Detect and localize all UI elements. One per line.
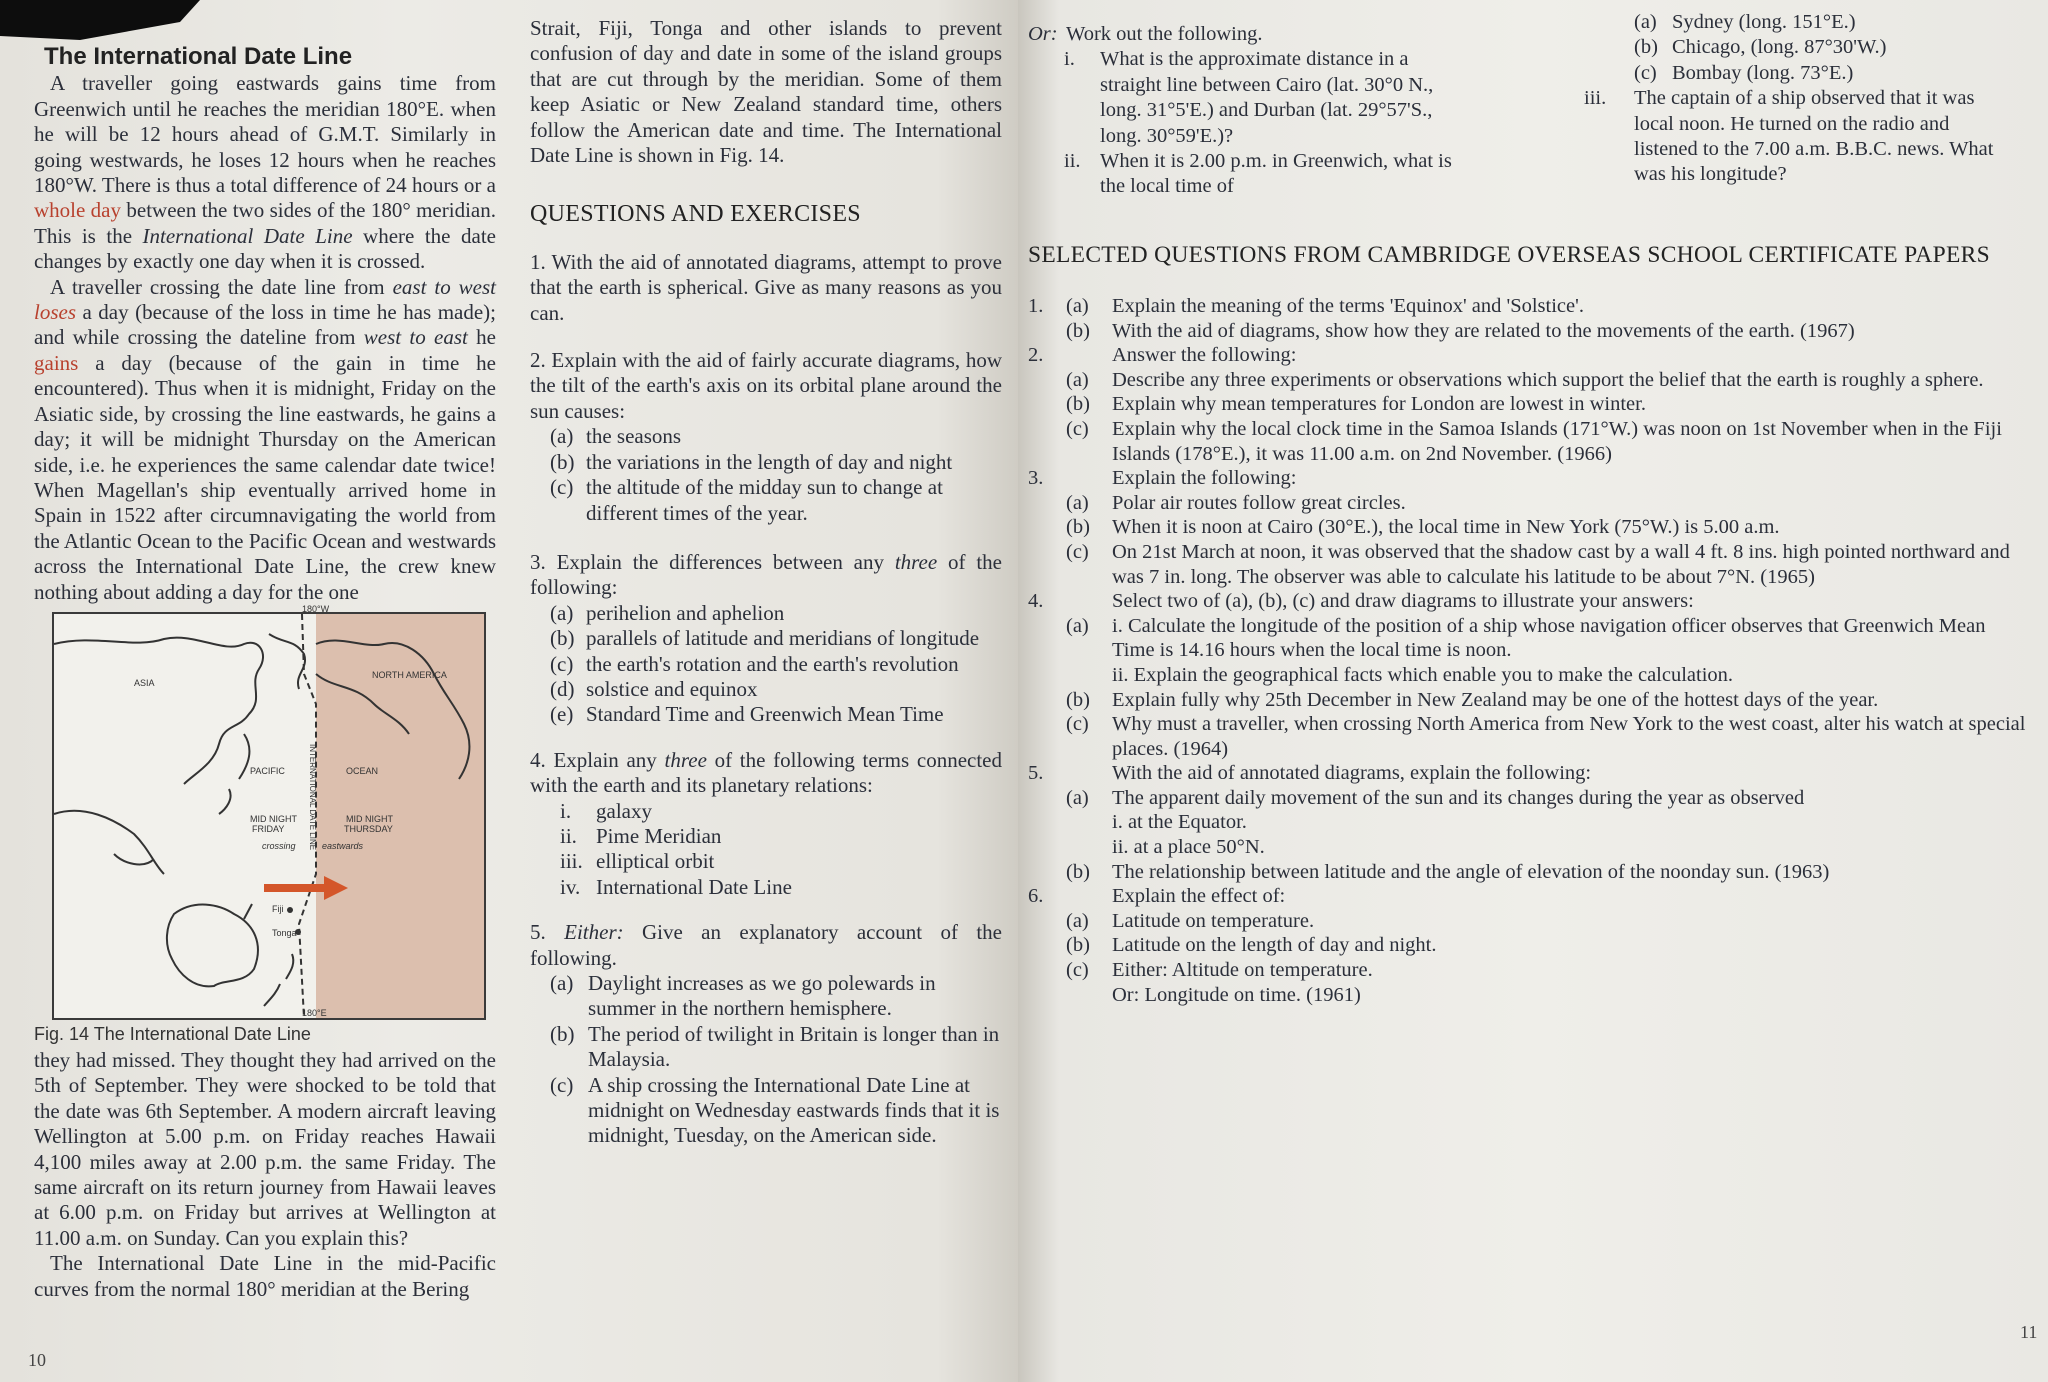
item-text: the earth's rotation and the earth's revolution: [586, 651, 959, 676]
text-segment: of the following terms connected with the earth and its planetary relations:: [530, 747, 1002, 798]
question-text: Answer the following:: [1112, 344, 1297, 367]
question-part: [1066, 884, 1112, 909]
selected-question-row: [1028, 909, 2028, 934]
question-part: (a): [1066, 295, 1089, 317]
item-label: (c): [1634, 61, 1657, 84]
question-number: 1.: [1028, 295, 1044, 317]
italic-text: Either:: [564, 920, 624, 945]
list-item: [550, 702, 1002, 727]
question-text: With the aid of diagrams, show how they are related to the movements of the earth. (1967): [1112, 319, 1855, 342]
question-number: 3.: [1028, 467, 1044, 490]
question-3-items: [530, 601, 1002, 728]
city-list: [1584, 10, 2004, 86]
selected-questions-list: [1028, 294, 2028, 1007]
question-text: Explain the meaning of the terms 'Equinox' and 'Solstice'.: [1112, 295, 1584, 317]
selected-question-row: [1028, 294, 2028, 319]
item-label: iii.: [560, 849, 583, 874]
item-text: When it is 2.00 p.m. in Greenwich, what is the local time of: [1100, 150, 1452, 198]
question-1: 1. With the aid of annotated diagrams, attempt to prove that the earth is spherical. Give as many reasons as you can.: [530, 249, 1002, 325]
question-text: Polar air routes follow great circles.: [1112, 491, 1406, 514]
selected-question-row: [1028, 860, 2028, 885]
selected-question-row: [1028, 810, 2028, 835]
text-segment: he: [467, 325, 496, 350]
question-number: [1028, 392, 1066, 417]
question-number: [1028, 933, 1066, 958]
asia-coastline: [54, 638, 263, 784]
question-part: (b): [1066, 516, 1090, 539]
or-item-3-label: iii.: [1584, 87, 1607, 110]
paragraph-1: [34, 71, 496, 274]
question-part: (b): [1066, 860, 1090, 883]
question-text: i. Calculate the longitude of the position of a ship whose navigation officer observes that Greenwich Mean Time is 14.16 hours when the local time is noon.: [1112, 614, 1986, 662]
fiji-dot: [287, 907, 293, 913]
item-text: elliptical orbit: [596, 849, 715, 874]
question-text: When it is noon at Cairo (30°E.), the local time in New York (75°W.) is 5.00 a.m.: [1112, 516, 1780, 539]
item-label: (a): [1634, 11, 1657, 33]
or-intro: Work out the following.: [1066, 23, 1263, 45]
item-text: galaxy: [596, 798, 652, 823]
list-item: [560, 849, 1002, 874]
list-item: [550, 1022, 1002, 1073]
left-column-1-bottom: [34, 1048, 496, 1302]
question-part: [1066, 663, 1112, 688]
italic-text: three: [664, 747, 707, 772]
item-text: Bombay (long. 73°E.): [1672, 61, 1854, 84]
question-text: Latitude on the length of day and night.: [1112, 934, 1437, 957]
or-item-3: [1584, 86, 2004, 188]
italic-text: International Date Line: [142, 223, 353, 248]
question-3-intro: [530, 550, 1002, 601]
question-part: (a): [1066, 368, 1089, 391]
item-label: (b): [550, 449, 575, 474]
text-segment: a day (because of the gain in time he encountered). Thus when it is midnight, Friday on the Asiatic side, by crossing the line eastwards, he gains a day; it will be midnight Thursday on the American side, i.e. he experiences the same calendar date twice! When Magellan's ship eventually arrived home in Spain in 1522 after circumnavigating the world from the Atlantic Ocean to the Pacific Ocean and westwards across the International Date Line, the crew knew nothing about adding a day for the one: [34, 350, 496, 604]
question-number: [1028, 491, 1066, 516]
question-number: [1028, 515, 1066, 540]
question-number: [1028, 860, 1066, 885]
question-5-intro: [530, 920, 1002, 971]
italic-text: west to east: [363, 325, 468, 350]
question-2-intro: 2. Explain with the aid of fairly accurate diagrams, how the tilt of the earth's axis on its orbital plane around the sun causes:: [530, 348, 1002, 423]
question-text: Latitude on temperature.: [1112, 909, 1315, 932]
left-column-1: [34, 44, 496, 605]
question-text: Explain the effect of:: [1112, 885, 1286, 908]
question-text: Describe any three experiments or observations which support the belief that the earth is roughly a sphere.: [1112, 368, 1984, 391]
question-number: [1028, 688, 1066, 713]
item-text: Pime Meridian: [596, 823, 722, 848]
question-text: Why must a traveller, when crossing North America from New York to the west coast, alter his watch at special places. (1964): [1112, 713, 2026, 760]
selected-question-row: [1028, 761, 2028, 786]
question-part: [1066, 589, 1112, 614]
paragraph-col2: Strait, Fiji, Tonga and other islands to prevent confusion of day and date in some of the island groups that are cut through by the meridian. Some of them keep Asiatic or New Zealand standard time, others follow the American date and time. The International Date Line is shown in Fig. 14.: [530, 16, 1002, 168]
question-number: [1028, 958, 1066, 983]
question-part: (a): [1066, 614, 1089, 637]
item-label: (c): [550, 651, 574, 676]
question-part: [1066, 835, 1112, 860]
list-item: [550, 424, 1002, 449]
dark-corner: [0, 0, 200, 40]
list-item: [560, 824, 1002, 849]
question-5-items: [530, 971, 1002, 1149]
question-part: [1066, 810, 1112, 835]
text-segment: A traveller crossing the date line from: [50, 274, 393, 299]
text-segment: A traveller going eastwards gains time from Greenwich until he reaches the meridian 180°E. when he will be 12 hours ahead of G.M.T. Similarly in going westwards, he loses 12 hours when he reaches 180°W. There is thus a total difference of 24 hours or a: [34, 71, 496, 198]
question-text: The apparent daily movement of the sun and its changes during the year as observed: [1112, 786, 1805, 809]
selected-question-row: [1028, 540, 2028, 589]
question-text: i. at the Equator.: [1112, 811, 1247, 834]
text-segment: between the two sides of the 180° meridian. This is the: [34, 198, 496, 248]
question-number: [1028, 368, 1066, 393]
selected-question-row: [1028, 343, 2028, 368]
item-label: (d): [550, 676, 575, 701]
question-number: 2.: [1028, 344, 1044, 367]
list-item: [550, 1073, 1002, 1149]
item-text: Sydney (long. 151°E.): [1672, 11, 1856, 33]
selected-question-row: [1028, 392, 2028, 417]
item-text: the seasons: [586, 424, 682, 449]
japan-islands: [219, 734, 249, 814]
list-item: [1634, 61, 2004, 86]
question-part: [1066, 983, 1112, 1008]
item-label: ii.: [1064, 150, 1081, 173]
question-text: Explain fully why 25th December in New Zealand may be one of the hottest days of the year.: [1112, 688, 1879, 711]
paragraph-3: they had missed. They thought they had arrived on the 5th of September. They were shocked to be told that the date was 6th September. A modern aircraft leaving Wellington at 5.00 p.m. on Friday reaches Hawaii 4,100 miles away at 2.00 p.m. the same Friday. The same aircraft on its return journey from Hawaii leaves at 6.00 p.m. on Friday but arrives at Wellington at 11.00 a.m. on Sunday. Can you explain this?: [34, 1048, 496, 1250]
map-svg: [54, 604, 484, 1018]
selected-question-row: [1028, 368, 2028, 393]
label-eastwards: eastwards: [322, 841, 364, 851]
selected-question-row: [1028, 884, 2028, 909]
highlight-text: whole day: [34, 198, 122, 223]
selected-question-row: [1028, 491, 2028, 516]
selected-question-row: [1028, 663, 2028, 688]
item-label: (a): [550, 971, 574, 995]
section-heading: The International Date Line: [44, 43, 353, 70]
item-text: What is the approximate distance in a straight line between Cairo (lat. 30°0 N., long. 31°5'E.) and Durban (lat. 29°57'S., long. 30°59'E.)?: [1100, 48, 1434, 147]
left-page: [0, 0, 1018, 1382]
selected-question-row: [1028, 688, 2028, 713]
question-part: (b): [1066, 688, 1090, 711]
item-text: Daylight increases as we go polewards in summer in the northern hemisphere.: [588, 971, 936, 1021]
selected-question-row: [1028, 466, 2028, 491]
item-text: parallels of latitude and meridians of longitude: [586, 626, 980, 651]
list-item: [550, 475, 1002, 526]
selected-question-row: [1028, 712, 2028, 761]
question-text: Either: Altitude on temperature.: [1112, 959, 1373, 982]
item-text: Standard Time and Greenwich Mean Time: [586, 702, 944, 727]
selected-question-row: [1028, 983, 2028, 1008]
item-text: solstice and equinox: [586, 676, 758, 701]
list-item: [1634, 35, 2004, 60]
left-column-2: [530, 16, 1002, 1149]
label-fiji: Fiji: [272, 904, 284, 914]
or-block-right: [1584, 10, 2004, 188]
question-text: With the aid of annotated diagrams, explain the following:: [1112, 762, 1592, 785]
highlight-text: loses: [34, 300, 76, 325]
question-text: Or: Longitude on time. (1961): [1112, 983, 1361, 1006]
cape-york: [244, 904, 252, 919]
item-label: (c): [550, 1072, 574, 1097]
question-number: [1028, 835, 1066, 860]
question-number: 5.: [1028, 762, 1044, 785]
question-part: (c): [1066, 713, 1089, 736]
italic-text: three: [894, 549, 938, 574]
question-number: [1028, 319, 1066, 344]
label-date-line: INTERNATIONAL DATE LINE: [308, 744, 317, 851]
question-number: [1028, 663, 1066, 688]
list-item: [550, 450, 1002, 475]
question-text: ii. Explain the geographical facts which enable you to make the calculation.: [1112, 663, 1734, 686]
right-page: [1018, 0, 2048, 1382]
text-segment: a day (because of the loss in time he has made); and while crossing the dateline from: [34, 300, 496, 350]
selected-question-row: [1028, 319, 2028, 344]
item-label: (b): [550, 626, 575, 651]
list-item: [550, 677, 1002, 702]
paragraph-4: The International Date Line in the mid-Pacific curves from the normal 180° meridian at the Bering: [34, 1251, 496, 1301]
question-number: [1028, 417, 1066, 466]
or-items: [1028, 47, 1468, 199]
question-number: [1028, 810, 1066, 835]
page-number-left: 10: [28, 1350, 46, 1370]
kamchatka-coast: [269, 634, 305, 689]
question-part: [1066, 761, 1112, 786]
question-number: [1028, 712, 1066, 761]
item-label: (b): [550, 1021, 575, 1046]
question-text: The relationship between latitude and the angle of elevation of the noonday sun. (1963): [1112, 860, 1830, 883]
label-pacific: PACIFIC: [250, 766, 285, 776]
question-number: [1028, 540, 1066, 589]
selected-question-row: [1028, 786, 2028, 811]
question-number: [1028, 786, 1066, 811]
question-text: Select two of (a), (b), (c) and draw diagrams to illustrate your answers:: [1112, 590, 1694, 613]
list-item: [1064, 47, 1468, 149]
question-part: (a): [1066, 909, 1089, 932]
selected-question-row: [1028, 933, 2028, 958]
question-number: [1028, 909, 1066, 934]
question-part: (a): [1066, 491, 1089, 514]
question-number: 4.: [1028, 590, 1044, 613]
text-segment: 5.: [530, 920, 565, 945]
question-4-intro: [530, 748, 1002, 799]
label-ocean: OCEAN: [346, 766, 379, 776]
italic-text: east to west: [392, 274, 496, 299]
label-north-america: NORTH AMERICA: [372, 670, 447, 680]
question-text: On 21st March at noon, it was observed that the shadow cast by a wall 4 ft. 8 ins. high pointed northward and was 7 in. long. The observer was able to calculate his latitude to be about 7°N. (1965): [1112, 540, 2010, 588]
label-180w: 180°W: [302, 604, 330, 614]
question-number: [1028, 983, 1066, 1008]
list-item: [550, 652, 1002, 677]
paragraph-2: [34, 275, 496, 605]
label-tonga: Tonga: [272, 928, 297, 938]
selected-question-row: [1028, 589, 2028, 614]
question-part: (b): [1066, 934, 1090, 957]
label-asia: ASIA: [134, 678, 155, 688]
or-block: [1028, 22, 1468, 200]
item-text: Chicago, (long. 87°30'W.): [1672, 36, 1887, 59]
item-label: i.: [560, 798, 572, 823]
text-segment: 3. Explain the differences between any: [530, 549, 895, 574]
item-label: iv.: [560, 874, 581, 899]
list-item: [1064, 149, 1468, 200]
question-part: (c): [1066, 959, 1089, 982]
page-number-right: 11: [2020, 1322, 2038, 1342]
item-text: perihelion and aphelion: [586, 600, 785, 625]
southeast-asia-coast: [54, 811, 164, 874]
item-text: The period of twilight in Britain is longer than in Malaysia.: [588, 1021, 1000, 1072]
label-midnight-friday-1: MID NIGHT: [250, 814, 297, 824]
item-text: the altitude of the midday sun to change at different times of the year.: [586, 475, 943, 525]
selected-heading: SELECTED QUESTIONS FROM CAMBRIDGE OVERSEAS SCHOOL CERTIFICATE PAPERS: [1028, 242, 1990, 268]
label-midnight-friday-2: FRIDAY: [252, 824, 285, 834]
item-label: (e): [550, 702, 574, 727]
question-part: (c): [1066, 540, 1089, 563]
list-item: [550, 971, 1002, 1022]
item-label: (a): [550, 424, 574, 449]
question-text: Explain why mean temperatures for London are lowest in winter.: [1112, 393, 1646, 416]
question-2-items: [530, 424, 1002, 526]
item-label: (b): [1634, 36, 1658, 59]
label-midnight-thursday-2: THURSDAY: [344, 824, 393, 834]
question-part: (c): [1066, 417, 1089, 440]
question-text: ii. at a place 50°N.: [1112, 836, 1265, 859]
label-180e: 180°E: [302, 1008, 327, 1018]
question-4-items: [530, 799, 1002, 901]
question-part: (a): [1066, 786, 1089, 809]
figure-caption: Fig. 14 The International Date Line: [34, 1024, 311, 1044]
selected-question-row: [1028, 417, 2028, 466]
selected-question-row: [1028, 614, 2028, 663]
question-text: Explain the following:: [1112, 467, 1297, 490]
question-part: (b): [1066, 319, 1090, 342]
selected-question-row: [1028, 835, 2028, 860]
item-text: International Date Line: [596, 874, 792, 899]
or-label: Or:: [1028, 23, 1058, 45]
text-segment: where the date changes by exactly one day when it is crossed.: [34, 223, 496, 274]
item-label: (c): [550, 475, 574, 500]
label-crossing: crossing: [262, 841, 296, 851]
list-item: [550, 626, 1002, 651]
list-item: [560, 799, 1002, 824]
new-zealand: [264, 954, 293, 1006]
selected-question-row: [1028, 515, 2028, 540]
date-line-map: [52, 604, 486, 1020]
question-part: [1066, 466, 1112, 491]
item-text: A ship crossing the International Date Line at midnight on Wednesday eastwards finds that it is midnight, Tuesday, on the American side.: [588, 1072, 1000, 1148]
question-number: 6.: [1028, 885, 1044, 908]
item-label: (a): [550, 600, 574, 625]
item-label: i.: [1064, 48, 1075, 71]
item-text: the variations in the length of day and night: [586, 449, 953, 474]
question-number: [1028, 614, 1066, 663]
label-midnight-thursday-1: MID NIGHT: [346, 814, 393, 824]
questions-heading: QUESTIONS AND EXERCISES: [530, 201, 861, 228]
list-item: [550, 601, 1002, 626]
highlight-text: gains: [34, 350, 79, 375]
question-text: Explain why the local clock time in the Samoa Islands (171°W.) was noon on 1st November when in the Fiji Islands (178°E.), it was 11.00 a.m. on 2nd November. (1966): [1112, 417, 2002, 465]
item-label: ii.: [560, 823, 577, 848]
or-intro-row: [1028, 22, 1468, 47]
list-item: [560, 875, 1002, 900]
text-segment: of the following:: [530, 549, 1002, 600]
text-segment: Give an explanatory account of the following.: [530, 920, 1003, 970]
question-part: (b): [1066, 393, 1090, 416]
or-item-3-text: The captain of a ship observed that it was local noon. He turned on the radio and listened to the 7.00 a.m. B.B.C. news. What was his longitude?: [1634, 87, 1994, 186]
selected-question-row: [1028, 958, 2028, 983]
question-part: [1066, 343, 1112, 368]
list-item: [1634, 10, 2004, 35]
text-segment: 4. Explain any: [530, 747, 665, 772]
